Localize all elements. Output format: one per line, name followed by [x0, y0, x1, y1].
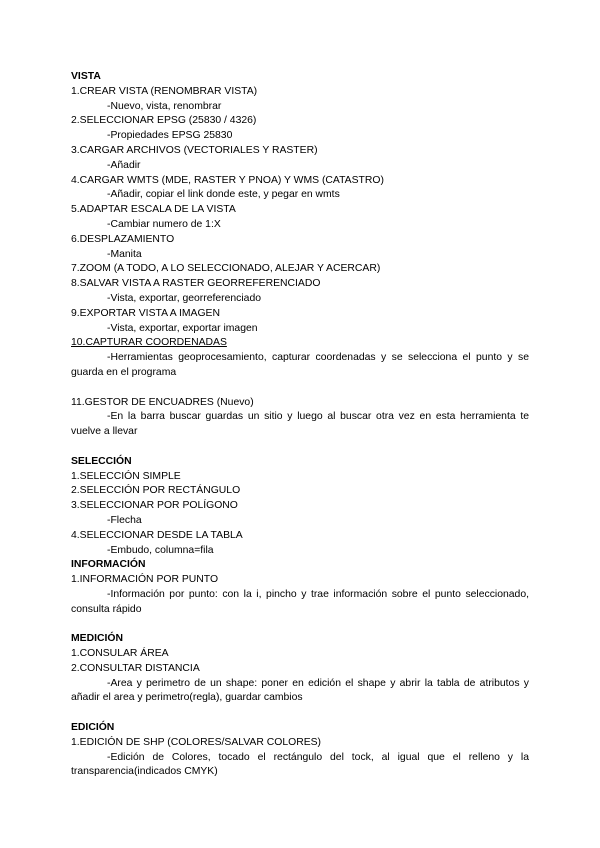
informacion-description: -Información por punto: con la i, pincho y trae información sobre el punto seleccionado, consulta rápido — [71, 588, 529, 615]
item-informacion-punto: 1.INFORMACIÓN POR PUNTO — [71, 574, 219, 586]
section-title-edicion: EDICIÓN — [71, 722, 115, 734]
list-item: 4.SELECCIONAR DESDE LA TABLA — [71, 529, 243, 541]
item-consular-area: 1.CONSULAR ÁREA — [71, 648, 169, 660]
section-title-medicion: MEDICIÓN — [71, 633, 123, 645]
list-item: 9.EXPORTAR VISTA A IMAGEN — [71, 307, 220, 319]
list-item: 4.CARGAR WMTS (MDE, RASTER Y PNOA) Y WMS (CATASTRO) — [71, 174, 384, 186]
section-title-vista: VISTA — [71, 71, 101, 82]
list-subitem: -Cambiar numero de 1:X — [107, 218, 221, 230]
capturar-description: -Herramientas geoprocesamiento, capturar coordenadas y se selecciona el punto y se guarda en el programa — [71, 352, 529, 378]
list-item: 8.SALVAR VISTA A RASTER GEORREFERENCIADO — [71, 278, 321, 290]
item-capturar-coordenadas: 10.CAPTURAR COORDENADAS — [71, 337, 227, 349]
document-page — [71, 70, 529, 780]
list-item: 2.SELECCIONAR EPSG (25830 / 4326) — [71, 115, 257, 127]
gestor-description: -En la barra buscar guardas un sitio y luego al buscar otra vez en esta herramienta te vuelve a llevar — [71, 411, 529, 438]
section-title-informacion: INFORMACIÓN — [71, 559, 146, 571]
list-subitem: -Flecha — [107, 514, 142, 526]
seleccion-list — [71, 470, 529, 559]
list-subitem: -Añadir — [107, 159, 141, 171]
item-edicion-shp: 1.EDICIÓN DE SHP (COLORES/SALVAR COLORES) — [71, 736, 322, 748]
section-title-seleccion: SELECCIÓN — [71, 455, 132, 467]
edicion-description: -Edición de Colores, tocado el rectángulo del tock, al igual que el relleno y la transparencia(indicados CMYK) — [71, 751, 529, 778]
list-subitem: -Nuevo, vista, renombrar — [107, 100, 222, 112]
list-subitem: -Vista, exportar, georreferenciado — [107, 292, 262, 304]
list-subitem: -Vista, exportar, exportar imagen — [107, 322, 258, 334]
list-item: 2.SELECCIÓN POR RECTÁNGULO — [71, 485, 241, 497]
list-subitem: -Embudo, columna=fila — [107, 544, 214, 556]
list-item: 1.SELECCIÓN SIMPLE — [71, 470, 181, 482]
list-item: 6.DESPLAZAMIENTO — [71, 233, 175, 245]
list-item: 1.CREAR VISTA (RENOMBRAR VISTA) — [71, 85, 258, 97]
list-item: 3.CARGAR ARCHIVOS (VECTORIALES Y RASTER) — [71, 144, 318, 156]
item-gestor-encuadres: 11.GESTOR DE ENCUADRES (Nuevo) — [71, 396, 254, 408]
list-item: 7.ZOOM (A TODO, A LO SELECCIONADO, ALEJAR Y ACERCAR) — [71, 263, 381, 275]
medicion-description: -Area y perimetro de un shape: poner en edición el shape y abrir la tabla de atributos y añadir el area y perimetro(regla), guardar cambios — [71, 677, 529, 704]
list-subitem: -Propiedades EPSG 25830 — [107, 130, 233, 142]
list-item: 3.SELECCIONAR POR POLÍGONO — [71, 500, 238, 512]
item-consultar-distancia: 2.CONSULTAR DISTANCIA — [71, 662, 200, 674]
vista-list — [71, 85, 529, 337]
list-subitem: -Manita — [107, 248, 142, 260]
list-subitem: -Añadir, copiar el link donde este, y pegar en wmts — [107, 189, 340, 201]
list-item: 5.ADAPTAR ESCALA DE LA VISTA — [71, 204, 236, 216]
